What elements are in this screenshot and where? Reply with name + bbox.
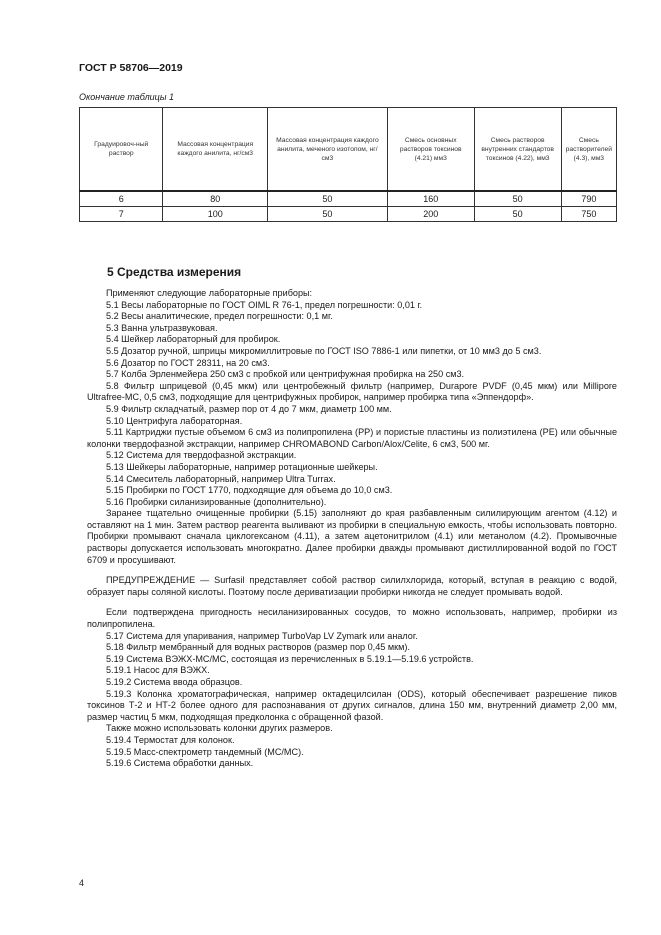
paragraph: 5.19.2 Система ввода образцов.	[106, 677, 243, 687]
paragraph: 5.9 Фильтр складчатый, размер пор от 4 до 7 мкм, диаметр 100 мм.	[106, 403, 392, 414]
table-row	[80, 191, 617, 207]
paragraph: 5.17 Система для упаривания, например TurboVap LV Zymark или аналог.	[106, 630, 418, 641]
paragraph: Также можно использовать колонки других размеров.	[106, 723, 333, 734]
table-cell: 7	[80, 207, 163, 222]
paragraph: 5.1 Весы лабораторные по ГОСТ OIML R 76-1, предел погрешности: 0,01 г.	[106, 299, 423, 310]
table-cell: 50	[267, 207, 387, 222]
table-cell: 6	[80, 191, 163, 207]
paragraph: 5.2 Весы аналитические, предел погрешности: 0,1 мг.	[106, 311, 333, 322]
section-body	[87, 288, 617, 770]
paragraph: 5.18 Фильтр мембранный для водных растворов (размер пор 0,45 мкм).	[106, 642, 410, 653]
paragraph: 5.3 Ванна ультразвуковая.	[106, 322, 218, 333]
column-header: Градуировоч-ный раствор	[80, 108, 163, 192]
column-header: Смесь основных растворов токсинов (4.21) мм3	[387, 108, 474, 192]
column-header: Массовая концентрация каждого анилита, меченого изотопом, нг/см3	[267, 108, 387, 192]
section-title: 5 Средства измерения	[107, 265, 242, 279]
paragraph: 5.19 Система ВЭЖХ-МС/МС, состоящая из перечисленных в 5.19.1—5.19.6 устройств.	[106, 653, 474, 664]
column-header: Смесь растворителей (4.3), мм3	[561, 108, 616, 192]
paragraph: 5.8 Фильтр шприцевой (0,45 мкм) или центробежный фильтр (например, Durapore PVDF (0,45 мкм) или Millipore Ultrafree-MC, 0,5 см3, подходящие для центрифужных пробирок, например пробирка типа «Эппендорф».	[87, 380, 617, 403]
paragraph: 5.15 Пробирки по ГОСТ 1770, подходящие для объема до 10,0 см3.	[106, 485, 393, 496]
paragraph: Если подтверждена пригодность несиланизированных сосудов, то можно использовать, например, пробирки из полипропилена.	[87, 607, 617, 630]
paragraph: 5.16 Пробирки силанизированные (дополнительно).	[106, 496, 327, 507]
table-cell: 100	[163, 207, 268, 222]
paragraph: Применяют следующие лабораторные приборы:	[106, 288, 313, 298]
paragraph: 5.5 Дозатор ручной, шприцы микромиллитровые по ГОСТ ISO 7886-1 или пипетки, от 10 мм3 до 5 см3.	[106, 345, 542, 356]
paragraph: Заранее тщательно очищенные пробирки (5.15) заполняют до края разбавленным силилирующим агентом (4.12) и оставляют на 1 мин. Затем раствор реагента выливают из пробирки в специальную емкость, чтобы использовать повторно. Пробирки промывают сначала циклогексаном (4.11), а затем ацетонитрилом (4.1) или метанолом (4.2). Промывочные растворы допускается использовать многократно. Далее пробирки дважды промывают дистиллированной водой по ГОСТ 6709 и просушивают.	[87, 508, 617, 565]
paragraph: 5.19.1 Насос для ВЭЖХ.	[106, 665, 210, 676]
table-header-row	[80, 108, 617, 192]
table-caption: Окончание таблицы 1	[79, 92, 174, 102]
warning-paragraph: ПРЕДУПРЕЖДЕНИЕ — Surfasil представляет собой раствор силилхлорида, который, вступая в реакцию с водой, образует пары соляной кислоты. Поэтому после дериватизации пробирки никогда не следует промывать водой.	[87, 575, 617, 597]
page-number: 4	[79, 878, 85, 888]
paragraph: 5.6 Дозатор по ГОСТ 28311, на 20 см3.	[106, 357, 270, 368]
paragraph: 5.10 Центрифуга лабораторная.	[106, 415, 243, 426]
paragraph: 5.13 Шейкеры лабораторные, например ротационные шейкеры.	[106, 461, 378, 472]
table-cell: 50	[474, 207, 561, 222]
column-header: Смесь растворов внутренних стандартов токсинов (4.22), мм3	[474, 108, 561, 192]
table-cell: 50	[267, 191, 387, 207]
paragraph: 5.7 Колба Эрленмейера 250 см3 с пробкой или центрифужная пробирка на 250 см3.	[106, 369, 465, 380]
table-cell: 80	[163, 191, 268, 207]
column-header: Массовая концентрация каждого анилита, нг/см3	[163, 108, 268, 192]
table-cell: 200	[387, 207, 474, 222]
paragraph: 5.19.4 Термостат для колонок.	[106, 734, 235, 745]
table-row	[80, 207, 617, 222]
paragraph: 5.19.5 Масс-спектрометр тандемный (МС/МС).	[106, 746, 304, 757]
paragraph: 5.19.6 Система обработки данных.	[106, 758, 254, 769]
document-code: ГОСТ Р 58706—2019	[79, 62, 183, 74]
paragraph: 5.19.3 Колонка хроматографическая, например октадецилсилан (ODS), который обеспечивает разрешение пиков токсинов Т-2 и НТ-2 более одного для распознавания от других сигналов, длина 150 мм, внутренний диаметр 2,00 мм, размер частиц 5 мкм, подходящая предколонка с обращенной фазой.	[87, 688, 617, 722]
table-cell: 790	[561, 191, 616, 207]
table-cell: 50	[474, 191, 561, 207]
table-cell: 750	[561, 207, 616, 222]
paragraph: 5.11 Картриджи пустые объемом 6 см3 из полипропилена (PP) и пористые пластины из полиэтилена (PE) или обычные колонки твердофазной экстракции, например CHROMABOND Carbon/Alox/Celite, 6 см3, 500 мг.	[87, 427, 617, 449]
calibration-table	[79, 107, 617, 222]
paragraph: 5.12 Система для твердофазной экстракции.	[106, 450, 297, 461]
paragraph: 5.4 Шейкер лабораторный для пробирок.	[106, 334, 281, 345]
paragraph: 5.14 Смеситель лабораторный, например Ultra Turrax.	[106, 473, 336, 484]
table-cell: 160	[387, 191, 474, 207]
